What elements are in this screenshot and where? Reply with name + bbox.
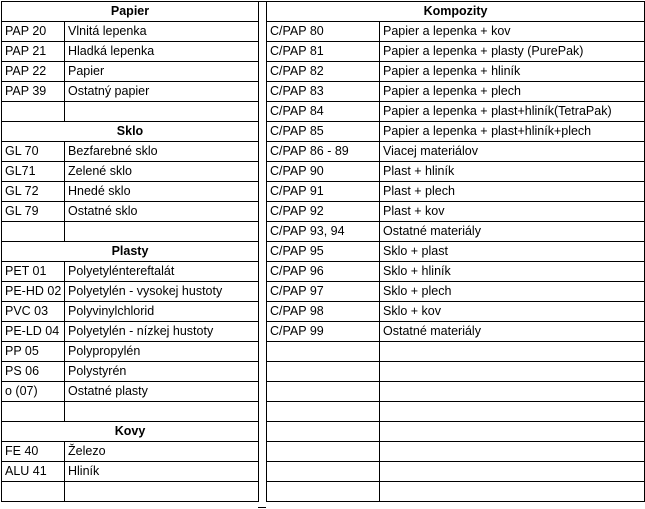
table-row	[267, 22, 645, 42]
table-row	[267, 482, 645, 502]
material-code: PAP 20	[2, 22, 65, 42]
table-row	[2, 342, 259, 362]
material-code: C/PAP 95	[267, 242, 380, 262]
material-code: PAP 39	[2, 82, 65, 102]
material-name: Papier a lepenka + plast+hliník(TetraPak)	[380, 102, 645, 122]
material-name: Papier a lepenka + plasty (PurePak)	[380, 42, 645, 62]
table-row	[267, 342, 645, 362]
table-row	[2, 442, 259, 462]
material-name	[380, 482, 645, 502]
material-code	[267, 422, 380, 442]
material-code	[2, 222, 65, 242]
table-row	[2, 42, 259, 62]
table-row	[2, 162, 259, 182]
material-code: PAP 21	[2, 42, 65, 62]
material-code: PP 05	[2, 342, 65, 362]
material-code: C/PAP 85	[267, 122, 380, 142]
table-row	[2, 262, 259, 282]
material-name: Sklo + hliník	[380, 262, 645, 282]
material-name: Železo	[65, 442, 259, 462]
material-name: Sklo + plech	[380, 282, 645, 302]
material-code: PS 06	[2, 362, 65, 382]
material-name: Hladká lepenka	[65, 42, 259, 62]
material-code	[267, 362, 380, 382]
material-name	[65, 482, 259, 502]
left-recycling-table	[1, 1, 259, 502]
table-row	[267, 162, 645, 182]
material-name	[380, 382, 645, 402]
table-row	[2, 362, 259, 382]
table-row	[267, 382, 645, 402]
material-name: Polystyrén	[65, 362, 259, 382]
table-row	[2, 22, 259, 42]
material-code: GL 72	[2, 182, 65, 202]
material-code: C/PAP 96	[267, 262, 380, 282]
material-code	[267, 382, 380, 402]
material-name: Polypropylén	[65, 342, 259, 362]
material-name: Ostatné plasty	[65, 382, 259, 402]
section-header-row	[2, 242, 259, 262]
material-name: Ostatné materiály	[380, 222, 645, 242]
table-row	[267, 222, 645, 242]
table-row	[2, 142, 259, 162]
material-name: Papier a lepenka + hliník	[380, 62, 645, 82]
table-row	[2, 402, 259, 422]
material-name: Polyvinylchlorid	[65, 302, 259, 322]
table-row	[267, 42, 645, 62]
table-row	[2, 482, 259, 502]
section-header-row	[2, 422, 259, 442]
material-code: C/PAP 80	[267, 22, 380, 42]
material-code: C/PAP 91	[267, 182, 380, 202]
table-row	[2, 182, 259, 202]
table-row	[267, 462, 645, 482]
material-name: Plast + plech	[380, 182, 645, 202]
material-name: Plast + hliník	[380, 162, 645, 182]
table-row	[267, 202, 645, 222]
material-code: C/PAP 84	[267, 102, 380, 122]
material-name	[380, 362, 645, 382]
material-name: Ostatný papier	[65, 82, 259, 102]
material-name: Ostatné materiály	[380, 322, 645, 342]
material-code: PET 01	[2, 262, 65, 282]
material-name	[380, 422, 645, 442]
section-header-row	[2, 2, 259, 22]
material-code: GL 79	[2, 202, 65, 222]
material-code: PE-LD 04	[2, 322, 65, 342]
material-name: Sklo + plast	[380, 242, 645, 262]
material-code: C/PAP 97	[267, 282, 380, 302]
material-code: o (07)	[2, 382, 65, 402]
composites-table	[266, 1, 645, 502]
table-row	[2, 282, 259, 302]
table-row	[2, 62, 259, 82]
material-name: Plast + kov	[380, 202, 645, 222]
material-name: Sklo + kov	[380, 302, 645, 322]
material-name	[380, 342, 645, 362]
table-row	[267, 362, 645, 382]
material-code: C/PAP 93, 94	[267, 222, 380, 242]
section-header-row	[2, 122, 259, 142]
material-code: C/PAP 98	[267, 302, 380, 322]
material-name: Vlnitá lepenka	[65, 22, 259, 42]
table-row	[2, 302, 259, 322]
table-row	[267, 442, 645, 462]
table-row	[2, 382, 259, 402]
material-name: Ostatné sklo	[65, 202, 259, 222]
material-code: C/PAP 83	[267, 82, 380, 102]
material-code: PE-HD 02	[2, 282, 65, 302]
table-row	[2, 222, 259, 242]
table-row	[267, 102, 645, 122]
section-title: Plasty	[2, 242, 259, 262]
table-row	[267, 302, 645, 322]
material-name: Polyetyléntereftalát	[65, 262, 259, 282]
table-row	[2, 102, 259, 122]
material-code: C/PAP 81	[267, 42, 380, 62]
section-title: Papier	[2, 2, 259, 22]
material-name: Papier a lepenka + plech	[380, 82, 645, 102]
section-title: Sklo	[2, 122, 259, 142]
material-name: Papier a lepenka + kov	[380, 22, 645, 42]
material-name: Papier	[65, 62, 259, 82]
table-row	[267, 182, 645, 202]
material-name	[380, 462, 645, 482]
table-row	[267, 142, 645, 162]
table-row	[267, 402, 645, 422]
material-code: C/PAP 86 - 89	[267, 142, 380, 162]
material-name	[65, 222, 259, 242]
table-row	[267, 322, 645, 342]
material-code: C/PAP 82	[267, 62, 380, 82]
material-code	[267, 402, 380, 422]
table-row	[267, 262, 645, 282]
table-row	[267, 62, 645, 82]
material-name: Viacej materiálov	[380, 142, 645, 162]
material-code: ALU 41	[2, 462, 65, 482]
material-code: C/PAP 99	[267, 322, 380, 342]
material-code: C/PAP 90	[267, 162, 380, 182]
material-name: Hliník	[65, 462, 259, 482]
material-code: GL 70	[2, 142, 65, 162]
section-title: Kovy	[2, 422, 259, 442]
material-name: Zelené sklo	[65, 162, 259, 182]
material-name: Polyetylén - nízkej hustoty	[65, 322, 259, 342]
table-row	[2, 202, 259, 222]
material-code: FE 40	[2, 442, 65, 462]
material-name	[65, 102, 259, 122]
material-name	[65, 402, 259, 422]
material-code	[2, 402, 65, 422]
material-code: PAP 22	[2, 62, 65, 82]
column-gap	[258, 1, 266, 508]
material-code	[2, 102, 65, 122]
table-row	[2, 462, 259, 482]
table-row	[267, 122, 645, 142]
material-code	[2, 482, 65, 502]
material-name: Bezfarebné sklo	[65, 142, 259, 162]
table-row	[267, 82, 645, 102]
material-code	[267, 462, 380, 482]
material-name	[380, 402, 645, 422]
material-name	[380, 442, 645, 462]
material-code: PVC 03	[2, 302, 65, 322]
material-code	[267, 442, 380, 462]
table-row	[267, 282, 645, 302]
material-code: GL71	[2, 162, 65, 182]
table-row	[2, 322, 259, 342]
table-row	[267, 242, 645, 262]
material-code: C/PAP 92	[267, 202, 380, 222]
material-name: Hnedé sklo	[65, 182, 259, 202]
material-code	[267, 342, 380, 362]
section-title: Kompozity	[267, 2, 645, 22]
material-name: Papier a lepenka + plast+hliník+plech	[380, 122, 645, 142]
material-code	[267, 482, 380, 502]
section-header-row	[267, 2, 645, 22]
table-row	[267, 422, 645, 442]
table-row	[2, 82, 259, 102]
material-name: Polyetylén - vysokej hustoty	[65, 282, 259, 302]
